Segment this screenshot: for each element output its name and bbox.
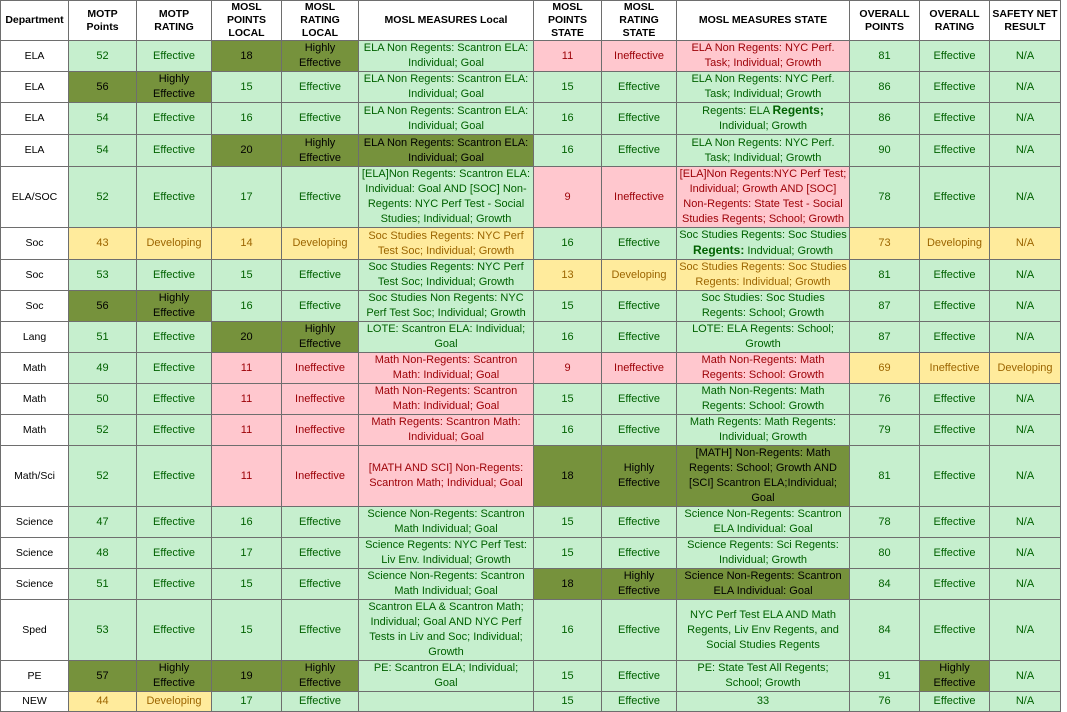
header-department[interactable]: Department	[1, 1, 69, 41]
cell-overall-rating[interactable]: Effective	[920, 507, 990, 538]
cell-mosl-rating-local[interactable]: Effective	[282, 291, 359, 322]
cell-mosl-rating-state[interactable]: Effective	[602, 103, 677, 135]
cell-mosl-rating-local[interactable]: Highly Effective	[282, 135, 359, 167]
cell-overall-rating[interactable]: Effective	[920, 260, 990, 291]
cell-department[interactable]: ELA	[1, 72, 69, 103]
cell-overall-rating[interactable]: Effective	[920, 72, 990, 103]
cell-overall-points[interactable]: 79	[850, 415, 920, 446]
cell-mosl-rating-state[interactable]: Effective	[602, 538, 677, 569]
table-body	[1, 41, 1061, 712]
cell-mosl-points-local[interactable]: 16	[212, 103, 282, 135]
cell-mosl-measures-state[interactable]: LOTE: ELA Regents: School; Growth	[677, 322, 850, 353]
cell-overall-rating[interactable]: Highly Effective	[920, 661, 990, 692]
cell-overall-points[interactable]: 76	[850, 692, 920, 712]
cell-mosl-points-local[interactable]: 11	[212, 446, 282, 507]
cell-motp-rating[interactable]: Developing	[137, 692, 212, 712]
cell-text-bold: Regents:	[693, 243, 745, 257]
cell-mosl-points-state[interactable]: 16	[534, 415, 602, 446]
cell-mosl-measures-state[interactable]: Soc Studies: Soc Studies Regents: School; Growth	[677, 291, 850, 322]
cell-department[interactable]: NEW	[1, 692, 69, 712]
header-overall-rating[interactable]: OVERALL RATING	[920, 1, 990, 41]
cell-safety-net-result[interactable]: N/A	[990, 569, 1061, 600]
table-row	[1, 41, 1061, 72]
cell-overall-rating[interactable]: Effective	[920, 569, 990, 600]
cell-safety-net-result[interactable]: N/A	[990, 291, 1061, 322]
cell-overall-rating[interactable]: Effective	[920, 415, 990, 446]
cell-mosl-rating-local[interactable]: Effective	[282, 167, 359, 228]
cell-safety-net-result[interactable]: N/A	[990, 103, 1061, 135]
cell-motp-rating[interactable]: Effective	[137, 353, 212, 384]
cell-safety-net-result[interactable]: N/A	[990, 228, 1061, 260]
cell-motp-points[interactable]: 44	[69, 692, 137, 712]
cell-motp-rating[interactable]: Effective	[137, 260, 212, 291]
cell-department[interactable]: Soc	[1, 260, 69, 291]
cell-mosl-points-local[interactable]: 17	[212, 167, 282, 228]
cell-mosl-points-local[interactable]: 17	[212, 538, 282, 569]
cell-mosl-rating-local[interactable]: Ineffective	[282, 384, 359, 415]
cell-mosl-measures-state[interactable]: Math Regents: Math Regents: Individual; Growth	[677, 415, 850, 446]
cell-motp-points[interactable]: 43	[69, 228, 137, 260]
cell-mosl-measures-state[interactable]: Science Non-Regents: Scantron ELA Individual: Goal	[677, 507, 850, 538]
cell-mosl-points-local[interactable]: 20	[212, 135, 282, 167]
cell-motp-points[interactable]: 53	[69, 260, 137, 291]
cell-mosl-measures-state[interactable]: Math Non-Regents: Math Regents: School: Growth	[677, 353, 850, 384]
cell-department[interactable]: ELA	[1, 135, 69, 167]
cell-mosl-measures-local[interactable]: Soc Studies Regents: NYC Perf Test Soc; Individual; Growth	[359, 260, 534, 291]
cell-overall-points[interactable]: 87	[850, 322, 920, 353]
cell-motp-rating[interactable]: Effective	[137, 103, 212, 135]
cell-mosl-measures-state[interactable]: Science Regents: Sci Regents: Individual; Growth	[677, 538, 850, 569]
cell-motp-points[interactable]: 56	[69, 291, 137, 322]
cell-mosl-rating-local[interactable]: Effective	[282, 569, 359, 600]
cell-safety-net-result[interactable]: Developing	[990, 353, 1061, 384]
cell-motp-rating[interactable]: Effective	[137, 538, 212, 569]
header-mosl-measures-local[interactable]: MOSL MEASURES Local	[359, 1, 534, 41]
cell-overall-rating[interactable]: Effective	[920, 322, 990, 353]
table-row	[1, 600, 1061, 661]
cell-motp-rating[interactable]: Effective	[137, 569, 212, 600]
cell-mosl-points-local[interactable]: 11	[212, 415, 282, 446]
cell-safety-net-result[interactable]: N/A	[990, 322, 1061, 353]
cell-mosl-measures-state[interactable]	[677, 103, 850, 135]
table-row	[1, 322, 1061, 353]
cell-mosl-points-state[interactable]: 9	[534, 353, 602, 384]
cell-mosl-points-state[interactable]: 9	[534, 167, 602, 228]
cell-motp-rating[interactable]: Effective	[137, 600, 212, 661]
cell-safety-net-result[interactable]: N/A	[990, 600, 1061, 661]
cell-mosl-measures-local[interactable]: Science Non-Regents: Scantron Math Individual; Goal	[359, 507, 534, 538]
header-mosl-measures-state[interactable]: MOSL MEASURES STATE	[677, 1, 850, 41]
cell-mosl-points-state[interactable]: 15	[534, 661, 602, 692]
cell-overall-rating[interactable]: Effective	[920, 167, 990, 228]
cell-motp-points[interactable]: 54	[69, 103, 137, 135]
cell-motp-rating[interactable]: Highly Effective	[137, 291, 212, 322]
header-mosl-rating-local[interactable]: MOSL RATING LOCAL	[282, 1, 359, 41]
table-row	[1, 103, 1061, 135]
cell-overall-rating[interactable]: Effective	[920, 291, 990, 322]
cell-safety-net-result[interactable]: N/A	[990, 260, 1061, 291]
cell-mosl-points-state[interactable]: 16	[534, 103, 602, 135]
table-row	[1, 72, 1061, 103]
table-row	[1, 260, 1061, 291]
cell-mosl-points-state[interactable]: 13	[534, 260, 602, 291]
header-motp-rating[interactable]: MOTP RATING	[137, 1, 212, 41]
cell-mosl-rating-state[interactable]: Effective	[602, 291, 677, 322]
cell-overall-rating[interactable]: Effective	[920, 103, 990, 135]
cell-mosl-rating-state[interactable]: Effective	[602, 661, 677, 692]
cell-mosl-points-state[interactable]: 15	[534, 538, 602, 569]
cell-motp-rating[interactable]: Effective	[137, 322, 212, 353]
cell-mosl-rating-state[interactable]: Effective	[602, 135, 677, 167]
cell-mosl-measures-local[interactable]	[359, 692, 534, 712]
cell-overall-points[interactable]: 76	[850, 384, 920, 415]
cell-mosl-points-state[interactable]: 15	[534, 692, 602, 712]
cell-department[interactable]: Math	[1, 353, 69, 384]
cell-mosl-measures-local[interactable]: Math Non-Regents: Scantron Math: Individual; Goal	[359, 384, 534, 415]
cell-mosl-rating-local[interactable]: Ineffective	[282, 446, 359, 507]
cell-safety-net-result[interactable]: N/A	[990, 507, 1061, 538]
cell-motp-rating[interactable]: Highly Effective	[137, 661, 212, 692]
cell-department[interactable]: ELA/SOC	[1, 167, 69, 228]
cell-mosl-rating-state[interactable]: Effective	[602, 228, 677, 260]
table-row	[1, 569, 1061, 600]
cell-mosl-points-local[interactable]: 15	[212, 260, 282, 291]
cell-safety-net-result[interactable]: N/A	[990, 167, 1061, 228]
cell-mosl-points-state[interactable]: 16	[534, 228, 602, 260]
cell-mosl-rating-state[interactable]: Effective	[602, 507, 677, 538]
cell-motp-rating[interactable]: Effective	[137, 415, 212, 446]
cell-department[interactable]: Science	[1, 507, 69, 538]
cell-mosl-points-state[interactable]: 18	[534, 569, 602, 600]
cell-overall-rating[interactable]: Effective	[920, 692, 990, 712]
cell-mosl-rating-local[interactable]: Highly Effective	[282, 661, 359, 692]
cell-mosl-measures-state[interactable]: Science Non-Regents: Scantron ELA Individual: Goal	[677, 569, 850, 600]
cell-safety-net-result[interactable]: N/A	[990, 72, 1061, 103]
cell-mosl-rating-state[interactable]: Effective	[602, 322, 677, 353]
cell-overall-points[interactable]: 80	[850, 538, 920, 569]
cell-mosl-measures-state[interactable]: NYC Perf Test ELA AND Math Regents, Liv Env Regents, and Social Studies Regents	[677, 600, 850, 661]
cell-motp-points[interactable]: 52	[69, 446, 137, 507]
table-row	[1, 228, 1061, 260]
cell-department[interactable]: Math	[1, 384, 69, 415]
header-motp-points[interactable]: MOTP Points	[69, 1, 137, 41]
cell-overall-points[interactable]: 73	[850, 228, 920, 260]
cell-motp-points[interactable]: 54	[69, 135, 137, 167]
cell-motp-points[interactable]: 48	[69, 538, 137, 569]
header-mosl-rating-state[interactable]: MOSL RATING STATE	[602, 1, 677, 41]
table-row	[1, 353, 1061, 384]
cell-safety-net-result[interactable]: N/A	[990, 384, 1061, 415]
cell-mosl-measures-local[interactable]: [ELA]Non Regents: Scantron ELA: Individual: Goal AND [SOC] Non-Regents: NYC Perf Test - Social Studies; Individual; Growth	[359, 167, 534, 228]
cell-mosl-points-local[interactable]: 20	[212, 322, 282, 353]
cell-text-part: Regents: ELA	[702, 105, 773, 117]
cell-motp-rating[interactable]: Effective	[137, 167, 212, 228]
cell-mosl-measures-local[interactable]: Science Regents: NYC Perf Test: Liv Env. Individual; Growth	[359, 538, 534, 569]
cell-mosl-rating-local[interactable]: Ineffective	[282, 415, 359, 446]
cell-department[interactable]: Math/Sci	[1, 446, 69, 507]
cell-mosl-measures-local[interactable]: [MATH AND SCI] Non-Regents: Scantron Math; Individual; Goal	[359, 446, 534, 507]
cell-safety-net-result[interactable]: N/A	[990, 661, 1061, 692]
cell-overall-points[interactable]: 69	[850, 353, 920, 384]
cell-mosl-measures-local[interactable]: ELA Non Regents: Scantron ELA: Individual; Goal	[359, 72, 534, 103]
cell-overall-points[interactable]: 78	[850, 507, 920, 538]
cell-mosl-rating-state[interactable]: Effective	[602, 384, 677, 415]
table-row	[1, 384, 1061, 415]
cell-mosl-rating-local[interactable]: Effective	[282, 507, 359, 538]
cell-mosl-measures-state[interactable]: [MATH] Non-Regents: Math Regents: School; Growth AND [SCI] Scantron ELA;Individual; Goal	[677, 446, 850, 507]
header-mosl-points-local[interactable]: MOSL POINTS LOCAL	[212, 1, 282, 41]
cell-mosl-rating-state[interactable]: Ineffective	[602, 167, 677, 228]
cell-mosl-rating-local[interactable]: Effective	[282, 260, 359, 291]
cell-department[interactable]: ELA	[1, 41, 69, 72]
table-row	[1, 415, 1061, 446]
table-row	[1, 291, 1061, 322]
cell-mosl-rating-local[interactable]: Ineffective	[282, 353, 359, 384]
cell-mosl-points-local[interactable]: 18	[212, 41, 282, 72]
cell-safety-net-result[interactable]: N/A	[990, 538, 1061, 569]
cell-text-part: Individual; Growth	[718, 120, 808, 132]
cell-mosl-points-state[interactable]: 15	[534, 291, 602, 322]
cell-department[interactable]: Science	[1, 538, 69, 569]
cell-safety-net-result[interactable]: N/A	[990, 41, 1061, 72]
cell-mosl-rating-local[interactable]: Highly Effective	[282, 322, 359, 353]
cell-mosl-rating-local[interactable]: Highly Effective	[282, 41, 359, 72]
cell-mosl-rating-state[interactable]: Effective	[602, 415, 677, 446]
cell-mosl-measures-state[interactable]: [ELA]Non Regents:NYC Perf Test; Individual; Growth AND [SOC] Non-Regents: State Test - Social Studies Regents; School; Growth	[677, 167, 850, 228]
cell-mosl-measures-state[interactable]: Soc Studies Regents: Soc Studies Regents: Individual; Growth	[677, 260, 850, 291]
cell-department[interactable]: Math	[1, 415, 69, 446]
header-row	[1, 1, 1061, 41]
cell-mosl-points-local[interactable]: 14	[212, 228, 282, 260]
cell-motp-points[interactable]: 51	[69, 569, 137, 600]
cell-motp-rating[interactable]: Effective	[137, 135, 212, 167]
cell-overall-points[interactable]: 90	[850, 135, 920, 167]
cell-mosl-points-local[interactable]: 15	[212, 569, 282, 600]
cell-mosl-rating-state[interactable]: Ineffective	[602, 41, 677, 72]
cell-motp-rating[interactable]: Effective	[137, 446, 212, 507]
cell-mosl-measures-local[interactable]: ELA Non Regents: Scantron ELA: Individual; Goal	[359, 135, 534, 167]
table-row	[1, 692, 1061, 712]
cell-mosl-measures-state[interactable]: 33	[677, 692, 850, 712]
cell-motp-rating[interactable]: Effective	[137, 507, 212, 538]
cell-mosl-measures-state[interactable]: ELA Non Regents: NYC Perf. Task; Individual; Growth	[677, 41, 850, 72]
cell-overall-rating[interactable]: Effective	[920, 384, 990, 415]
cell-safety-net-result[interactable]: N/A	[990, 692, 1061, 712]
header-overall-points[interactable]: OVERALL POINTS	[850, 1, 920, 41]
cell-mosl-points-local[interactable]: 11	[212, 353, 282, 384]
cell-department[interactable]: Sped	[1, 600, 69, 661]
cell-motp-rating[interactable]: Developing	[137, 228, 212, 260]
cell-motp-points[interactable]: 47	[69, 507, 137, 538]
cell-mosl-rating-state[interactable]: Effective	[602, 72, 677, 103]
cell-mosl-measures-state[interactable]	[677, 228, 850, 260]
cell-mosl-measures-local[interactable]: Math Regents: Scantron Math: Individual; Goal	[359, 415, 534, 446]
cell-motp-points[interactable]: 49	[69, 353, 137, 384]
cell-mosl-rating-state[interactable]: Developing	[602, 260, 677, 291]
cell-overall-rating[interactable]: Effective	[920, 538, 990, 569]
table-row	[1, 446, 1061, 507]
cell-mosl-points-local[interactable]: 15	[212, 600, 282, 661]
table-row	[1, 507, 1061, 538]
cell-text-part: Soc Studies Regents: Soc Studies	[679, 229, 847, 241]
cell-mosl-measures-local[interactable]: LOTE: Scantron ELA: Individual; Goal	[359, 322, 534, 353]
header-safety-net-result[interactable]: SAFETY NET RESULT	[990, 1, 1061, 41]
table-row	[1, 167, 1061, 228]
cell-mosl-measures-local[interactable]: ELA Non Regents: Scantron ELA: Individual; Goal	[359, 41, 534, 72]
cell-mosl-measures-state[interactable]: ELA Non Regents: NYC Perf. Task; Individual; Growth	[677, 72, 850, 103]
cell-motp-points[interactable]: 56	[69, 72, 137, 103]
cell-mosl-measures-local[interactable]: Scantron ELA & Scantron Math; Individual; Goal AND NYC Perf Tests in Liv and Soc; Individual; Growth	[359, 600, 534, 661]
cell-overall-rating[interactable]: Ineffective	[920, 353, 990, 384]
cell-mosl-points-state[interactable]: 18	[534, 446, 602, 507]
cell-mosl-points-state[interactable]: 15	[534, 384, 602, 415]
cell-mosl-rating-state[interactable]: Ineffective	[602, 353, 677, 384]
cell-mosl-points-state[interactable]: 16	[534, 135, 602, 167]
cell-motp-rating[interactable]: Highly Effective	[137, 72, 212, 103]
cell-mosl-measures-local[interactable]: Math Non-Regents: Scantron Math: Individual; Goal	[359, 353, 534, 384]
cell-mosl-rating-state[interactable]: Effective	[602, 600, 677, 661]
cell-overall-points[interactable]: 84	[850, 600, 920, 661]
cell-mosl-points-state[interactable]: 16	[534, 600, 602, 661]
cell-overall-rating[interactable]: Effective	[920, 135, 990, 167]
cell-safety-net-result[interactable]: N/A	[990, 415, 1061, 446]
cell-overall-points[interactable]: 78	[850, 167, 920, 228]
cell-mosl-rating-local[interactable]: Effective	[282, 692, 359, 712]
cell-overall-points[interactable]: 81	[850, 41, 920, 72]
cell-department[interactable]: PE	[1, 661, 69, 692]
cell-mosl-points-local[interactable]: 15	[212, 72, 282, 103]
cell-overall-points[interactable]: 81	[850, 446, 920, 507]
cell-department[interactable]: Science	[1, 569, 69, 600]
cell-mosl-rating-state[interactable]: Effective	[602, 692, 677, 712]
cell-overall-points[interactable]: 81	[850, 260, 920, 291]
cell-mosl-rating-local[interactable]: Effective	[282, 72, 359, 103]
cell-mosl-measures-local[interactable]: Soc Studies Non Regents: NYC Perf Test Soc; Individual; Growth	[359, 291, 534, 322]
cell-mosl-measures-state[interactable]: ELA Non Regents: NYC Perf. Task; Individual; Growth	[677, 135, 850, 167]
cell-overall-points[interactable]: 86	[850, 72, 920, 103]
table-row	[1, 135, 1061, 167]
cell-motp-points[interactable]: 52	[69, 415, 137, 446]
table-row	[1, 661, 1061, 692]
cell-overall-rating[interactable]: Effective	[920, 446, 990, 507]
cell-overall-rating[interactable]: Effective	[920, 41, 990, 72]
cell-mosl-points-local[interactable]: 16	[212, 291, 282, 322]
cell-overall-points[interactable]: 84	[850, 569, 920, 600]
cell-mosl-points-local[interactable]: 16	[212, 507, 282, 538]
cell-text-part: Indvidual; Growth	[744, 245, 833, 257]
cell-mosl-points-state[interactable]: 11	[534, 41, 602, 72]
table-row	[1, 538, 1061, 569]
cell-mosl-measures-local[interactable]: PE: Scantron ELA; Individual; Goal	[359, 661, 534, 692]
cell-mosl-points-state[interactable]: 15	[534, 507, 602, 538]
cell-mosl-rating-local[interactable]: Effective	[282, 538, 359, 569]
cell-motp-points[interactable]: 53	[69, 600, 137, 661]
cell-mosl-points-state[interactable]: 15	[534, 72, 602, 103]
cell-mosl-rating-local[interactable]: Effective	[282, 600, 359, 661]
cell-mosl-points-local[interactable]: 19	[212, 661, 282, 692]
cell-safety-net-result[interactable]: N/A	[990, 446, 1061, 507]
cell-text-bold: Regents;	[772, 103, 824, 117]
cell-motp-rating[interactable]: Effective	[137, 41, 212, 72]
cell-mosl-rating-local[interactable]: Developing	[282, 228, 359, 260]
cell-overall-rating[interactable]: Effective	[920, 600, 990, 661]
cell-motp-points[interactable]: 51	[69, 322, 137, 353]
cell-department[interactable]: Lang	[1, 322, 69, 353]
cell-mosl-measures-state[interactable]: PE: State Test All Regents; School; Growth	[677, 661, 850, 692]
cell-mosl-points-state[interactable]: 16	[534, 322, 602, 353]
cell-overall-rating[interactable]: Developing	[920, 228, 990, 260]
cell-motp-points[interactable]: 50	[69, 384, 137, 415]
cell-overall-points[interactable]: 87	[850, 291, 920, 322]
cell-motp-points[interactable]: 52	[69, 41, 137, 72]
cell-mosl-measures-local[interactable]: ELA Non Regents: Scantron ELA: Individual; Goal	[359, 103, 534, 135]
cell-motp-points[interactable]: 57	[69, 661, 137, 692]
cell-overall-points[interactable]: 86	[850, 103, 920, 135]
cell-mosl-rating-state[interactable]: Highly Effective	[602, 569, 677, 600]
cell-overall-points[interactable]: 91	[850, 661, 920, 692]
cell-mosl-points-local[interactable]: 11	[212, 384, 282, 415]
cell-motp-rating[interactable]: Effective	[137, 384, 212, 415]
cell-mosl-points-local[interactable]: 17	[212, 692, 282, 712]
cell-safety-net-result[interactable]: N/A	[990, 135, 1061, 167]
cell-motp-points[interactable]: 52	[69, 167, 137, 228]
cell-department[interactable]: Soc	[1, 228, 69, 260]
cell-department[interactable]: ELA	[1, 103, 69, 135]
cell-mosl-measures-local[interactable]: Science Non-Regents: Scantron Math Individual; Goal	[359, 569, 534, 600]
cell-department[interactable]: Soc	[1, 291, 69, 322]
cell-mosl-rating-state[interactable]: Highly Effective	[602, 446, 677, 507]
cell-mosl-rating-local[interactable]: Effective	[282, 103, 359, 135]
cell-mosl-measures-local[interactable]: Soc Studies Regents: NYC Perf Test Soc; Individual; Growth	[359, 228, 534, 260]
header-mosl-points-state[interactable]: MOSL POINTS STATE	[534, 1, 602, 41]
cell-mosl-measures-state[interactable]: Math Non-Regents: Math Regents: School: Growth	[677, 384, 850, 415]
